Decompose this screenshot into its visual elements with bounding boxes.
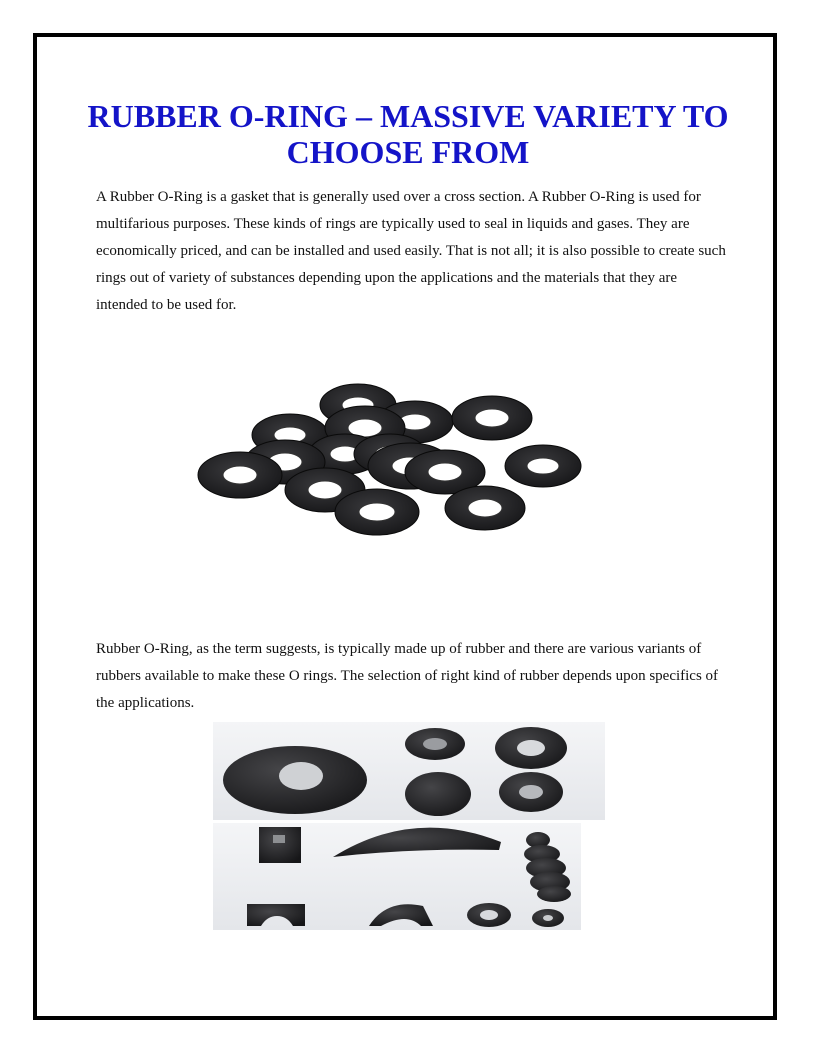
rubber-parts-image [213,722,605,930]
rubber-washers-image [195,380,595,540]
page-title: RUBBER O-RING – MASSIVE VARIETY TO CHOOSE FROM [87,98,729,170]
second-paragraph: Rubber O-Ring, as the term suggests, is typically made up of rubber and there are various variants of rubbers available to make these O rings. The selection of right kind of rubber depends upon specifics of the applications. [96,641,719,711]
intro-paragraph: A Rubber O-Ring is a gasket that is generally used over a cross section. A Rubber O-Ring is used for multifarious purposes. These kinds of rings are typically used to seal in liquids and gases. They are economically priced, and can be installed and used easily. That is not all; it is also possible to create such rings out of variety of substances depending upon the applications and the materials that they are intended to be used for. [96,189,726,313]
